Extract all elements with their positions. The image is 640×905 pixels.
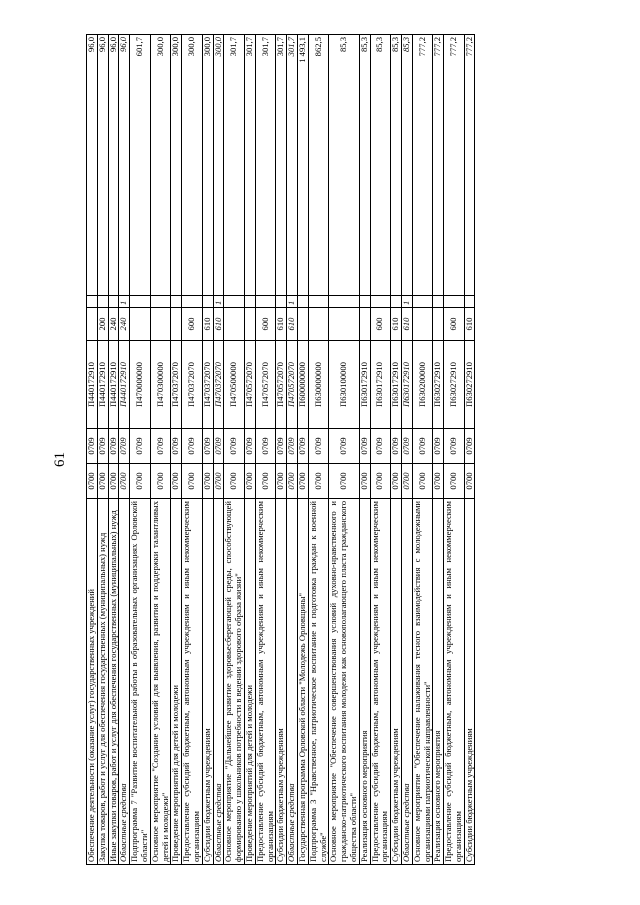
target-article-code: П470372070: [182, 341, 203, 429]
table-row: [276, 35, 287, 865]
funding-marker: [308, 296, 329, 308]
expense-type-code: 600: [255, 308, 276, 341]
amount-value: 777,2: [444, 35, 465, 296]
table-row: [255, 35, 276, 865]
section-code: 0700: [287, 464, 298, 499]
section-code: 0700: [444, 464, 465, 499]
table-row: [401, 35, 412, 865]
row-name: Государственная программа Орловской области "Молодежь Орловщины": [297, 499, 308, 865]
section-code: 0700: [202, 464, 213, 499]
table-row: [150, 35, 171, 865]
amount-value: 601,7: [130, 35, 151, 296]
row-name: Субсидии бюджетным учреждениям: [276, 499, 287, 865]
subsection-code: 0709: [412, 429, 433, 464]
row-name: Областные средства: [119, 499, 130, 865]
row-name: Областные средства: [287, 499, 298, 865]
expense-type-code: 610: [464, 308, 475, 341]
subsection-code: 0709: [433, 429, 444, 464]
expense-type-code: [130, 308, 151, 341]
subsection-code: 0709: [308, 429, 329, 464]
amount-value: 300,0: [182, 35, 203, 296]
subsection-code: 0709: [108, 429, 119, 464]
table-row: [171, 35, 182, 865]
table-row: [308, 35, 329, 865]
row-name: Проведение мероприятий для детей и молодежи: [171, 499, 182, 865]
expense-type-code: 600: [370, 308, 391, 341]
target-article-code: П630172910: [391, 341, 402, 429]
table-row: [213, 35, 224, 865]
subsection-code: 0709: [329, 429, 359, 464]
table-row: [87, 35, 98, 865]
row-name: Реализация основного мероприятия: [433, 499, 444, 865]
target-article-code: П470572070: [255, 341, 276, 429]
table-row: [359, 35, 370, 865]
amount-value: 300,0: [202, 35, 213, 296]
subsection-code: 0709: [444, 429, 465, 464]
target-article-code: П630200000: [412, 341, 433, 429]
section-code: 0700: [213, 464, 224, 499]
row-name: Проведение мероприятий для детей и молодежи: [244, 499, 255, 865]
section-code: 0700: [297, 464, 308, 499]
table-row: [97, 35, 108, 865]
subsection-code: 0709: [276, 429, 287, 464]
subsection-code: 0709: [244, 429, 255, 464]
table-row: [119, 35, 130, 865]
expense-type-code: 200: [97, 308, 108, 341]
section-code: 0700: [244, 464, 255, 499]
section-code: 0700: [433, 464, 444, 499]
amount-value: 85,3: [329, 35, 359, 296]
amount-value: 300,0: [150, 35, 171, 296]
section-code: 0700: [255, 464, 276, 499]
table-row: [329, 35, 359, 865]
target-article-code: П600000000: [297, 341, 308, 429]
table-row: [464, 35, 475, 865]
funding-marker: [370, 296, 391, 308]
row-name: Областные средства: [213, 499, 224, 865]
amount-value: 85,3: [359, 35, 370, 296]
row-name: Областные средства: [401, 499, 412, 865]
row-name: Основное мероприятие "Дальнейшее развитие здоровьесберегающей среды, способствующей формированию у школьников потребности в ведении здорового образа жизни": [224, 499, 245, 865]
table-row: [391, 35, 402, 865]
row-name: Основное мероприятие "Обеспечение налаживания тесного взаимодействия с молодежными организациями патриотической направленности": [412, 499, 433, 865]
target-article-code: П630172910: [359, 341, 370, 429]
subsection-code: 0709: [224, 429, 245, 464]
target-article-code: П470000000: [130, 341, 151, 429]
amount-value: 301,7: [255, 35, 276, 296]
target-article-code: П630100000: [329, 341, 359, 429]
section-code: 0700: [464, 464, 475, 499]
section-code: 0700: [182, 464, 203, 499]
amount-value: 96,0: [97, 35, 108, 296]
target-article-code: П470300000: [150, 341, 171, 429]
funding-marker: [202, 296, 213, 308]
table-row: [412, 35, 433, 865]
target-article-code: П470500000: [224, 341, 245, 429]
row-name: Предоставление субсидий бюджетным, автономным учреждениям и иным некоммерческим организациям: [444, 499, 465, 865]
expense-type-code: 610: [276, 308, 287, 341]
table-row: [202, 35, 213, 865]
funding-marker: [244, 296, 255, 308]
funding-marker: [130, 296, 151, 308]
funding-marker: [359, 296, 370, 308]
page-number: 61: [52, 452, 68, 467]
table-row: [287, 35, 298, 865]
target-article-code: П470372070: [171, 341, 182, 429]
amount-value: 300,0: [213, 35, 224, 296]
funding-marker: 1: [119, 296, 130, 308]
subsection-code: 0709: [359, 429, 370, 464]
amount-value: 301,7: [244, 35, 255, 296]
subsection-code: 0709: [119, 429, 130, 464]
row-name: Субсидии бюджетным учреждениям: [464, 499, 475, 865]
expense-type-code: 600: [182, 308, 203, 341]
expense-type-code: [244, 308, 255, 341]
amount-value: 85,3: [391, 35, 402, 296]
target-article-code: П630000000: [308, 341, 329, 429]
subsection-code: 0709: [213, 429, 224, 464]
target-article-code: П440172910: [87, 341, 98, 429]
funding-marker: [276, 296, 287, 308]
expense-type-code: [433, 308, 444, 341]
table-row: [130, 35, 151, 865]
amount-value: 777,2: [464, 35, 475, 296]
amount-value: 96,0: [87, 35, 98, 296]
funding-marker: 1: [287, 296, 298, 308]
table-row: [224, 35, 245, 865]
subsection-code: 0709: [297, 429, 308, 464]
target-article-code: П470372070: [213, 341, 224, 429]
table-row: [297, 35, 308, 865]
section-code: 0700: [412, 464, 433, 499]
budget-table-body: [87, 35, 475, 865]
table-row: [433, 35, 444, 865]
funding-marker: [171, 296, 182, 308]
funding-marker: [97, 296, 108, 308]
amount-value: 301,7: [276, 35, 287, 296]
target-article-code: П470572070: [244, 341, 255, 429]
subsection-code: 0709: [370, 429, 391, 464]
target-article-code: П630272910: [433, 341, 444, 429]
subsection-code: 0709: [171, 429, 182, 464]
expense-type-code: [171, 308, 182, 341]
row-name: Основное мероприятие "Создание условий для выявления, развития и поддержки талантливых детей и молодежи": [150, 499, 171, 865]
section-code: 0700: [171, 464, 182, 499]
section-code: 0700: [87, 464, 98, 499]
row-name: Предоставление субсидий бюджетным, автономным учреждениям и иным некоммерческим организациям: [255, 499, 276, 865]
funding-marker: [391, 296, 402, 308]
subsection-code: 0709: [182, 429, 203, 464]
funding-marker: [87, 296, 98, 308]
row-name: Закупка товаров, работ и услуг для обеспечения государственных (муниципальных) нужд: [97, 499, 108, 865]
row-name: Подпрограмма 3 "Нравственное, патриотическое воспитание и подготовка граждан к военной службе": [308, 499, 329, 865]
amount-value: 301,7: [287, 35, 298, 296]
amount-value: 777,2: [433, 35, 444, 296]
section-code: 0700: [97, 464, 108, 499]
target-article-code: П470572070: [276, 341, 287, 429]
table-row: [182, 35, 203, 865]
expense-type-code: 240: [108, 308, 119, 341]
expense-type-code: 610: [391, 308, 402, 341]
amount-value: 96,0: [119, 35, 130, 296]
expense-type-code: [224, 308, 245, 341]
expense-type-code: [308, 308, 329, 341]
amount-value: 301,7: [224, 35, 245, 296]
section-code: 0700: [308, 464, 329, 499]
table-row: [108, 35, 119, 865]
funding-marker: [297, 296, 308, 308]
expense-type-code: [359, 308, 370, 341]
target-article-code: П470572070: [287, 341, 298, 429]
funding-marker: [464, 296, 475, 308]
row-name: Реализация основного мероприятия: [359, 499, 370, 865]
subsection-code: 0709: [150, 429, 171, 464]
funding-marker: [412, 296, 433, 308]
target-article-code: П440172910: [119, 341, 130, 429]
amount-value: 85,3: [370, 35, 391, 296]
table-row: [244, 35, 255, 865]
amount-value: 862,5: [308, 35, 329, 296]
expense-type-code: [297, 308, 308, 341]
target-article-code: П630172910: [401, 341, 412, 429]
funding-marker: 1: [213, 296, 224, 308]
funding-marker: [150, 296, 171, 308]
expense-type-code: [412, 308, 433, 341]
target-article-code: П440172910: [97, 341, 108, 429]
section-code: 0700: [391, 464, 402, 499]
expense-type-code: 610: [287, 308, 298, 341]
row-name: Субсидии бюджетным учреждениям: [202, 499, 213, 865]
amount-value: 96,0: [108, 35, 119, 296]
funding-marker: [329, 296, 359, 308]
amount-value: 777,2: [412, 35, 433, 296]
section-code: 0700: [329, 464, 359, 499]
section-code: 0700: [359, 464, 370, 499]
target-article-code: П630272910: [464, 341, 475, 429]
subsection-code: 0709: [391, 429, 402, 464]
target-article-code: П440172910: [108, 341, 119, 429]
section-code: 0700: [370, 464, 391, 499]
target-article-code: П470372070: [202, 341, 213, 429]
expense-type-code: 610: [213, 308, 224, 341]
funding-marker: [224, 296, 245, 308]
subsection-code: 0709: [87, 429, 98, 464]
funding-marker: 1: [401, 296, 412, 308]
section-code: 0700: [224, 464, 245, 499]
expense-type-code: [87, 308, 98, 341]
row-name: Предоставление субсидий бюджетным, автономным учреждениям и иным некоммерческим организациям: [182, 499, 203, 865]
row-name: Основное мероприятие "Обеспечение совершенствования условий духовно-нравственного и гражданско-патриотического воспитания молодежи как основополагающего пласта гражданского общества области": [329, 499, 359, 865]
row-name: Субсидии бюджетным учреждениям: [391, 499, 402, 865]
row-name: Иные закупки товаров, работ и услуг для обеспечения государственных (муниципальных) нужд: [108, 499, 119, 865]
expense-type-code: 240: [119, 308, 130, 341]
subsection-code: 0709: [464, 429, 475, 464]
section-code: 0700: [108, 464, 119, 499]
amount-value: 85,3: [401, 35, 412, 296]
amount-value: 1 493,1: [297, 35, 308, 296]
funding-marker: [433, 296, 444, 308]
funding-marker: [108, 296, 119, 308]
section-code: 0700: [401, 464, 412, 499]
funding-marker: [444, 296, 465, 308]
target-article-code: П630272910: [444, 341, 465, 429]
expense-type-code: 600: [444, 308, 465, 341]
expense-type-code: [329, 308, 359, 341]
table-row: [370, 35, 391, 865]
subsection-code: 0709: [97, 429, 108, 464]
budget-table: [86, 34, 475, 865]
funding-marker: [182, 296, 203, 308]
amount-value: 300,0: [171, 35, 182, 296]
expense-type-code: 610: [202, 308, 213, 341]
subsection-code: 0709: [287, 429, 298, 464]
section-code: 0700: [150, 464, 171, 499]
section-code: 0700: [130, 464, 151, 499]
subsection-code: 0709: [255, 429, 276, 464]
row-name: Обеспечение деятельности (оказание услуг) государственных учреждений: [87, 499, 98, 865]
section-code: 0700: [276, 464, 287, 499]
funding-marker: [255, 296, 276, 308]
subsection-code: 0709: [130, 429, 151, 464]
subsection-code: 0709: [202, 429, 213, 464]
row-name: Предоставление субсидий бюджетным, автономным учреждениям и иным некоммерческим организациям: [370, 499, 391, 865]
row-name: Подпрограмма 7 "Развитие воспитательной работы в образовательных организациях Орловской области": [130, 499, 151, 865]
subsection-code: 0709: [401, 429, 412, 464]
section-code: 0700: [119, 464, 130, 499]
expense-type-code: 610: [401, 308, 412, 341]
table-row: [444, 35, 465, 865]
target-article-code: П630172910: [370, 341, 391, 429]
expense-type-code: [150, 308, 171, 341]
